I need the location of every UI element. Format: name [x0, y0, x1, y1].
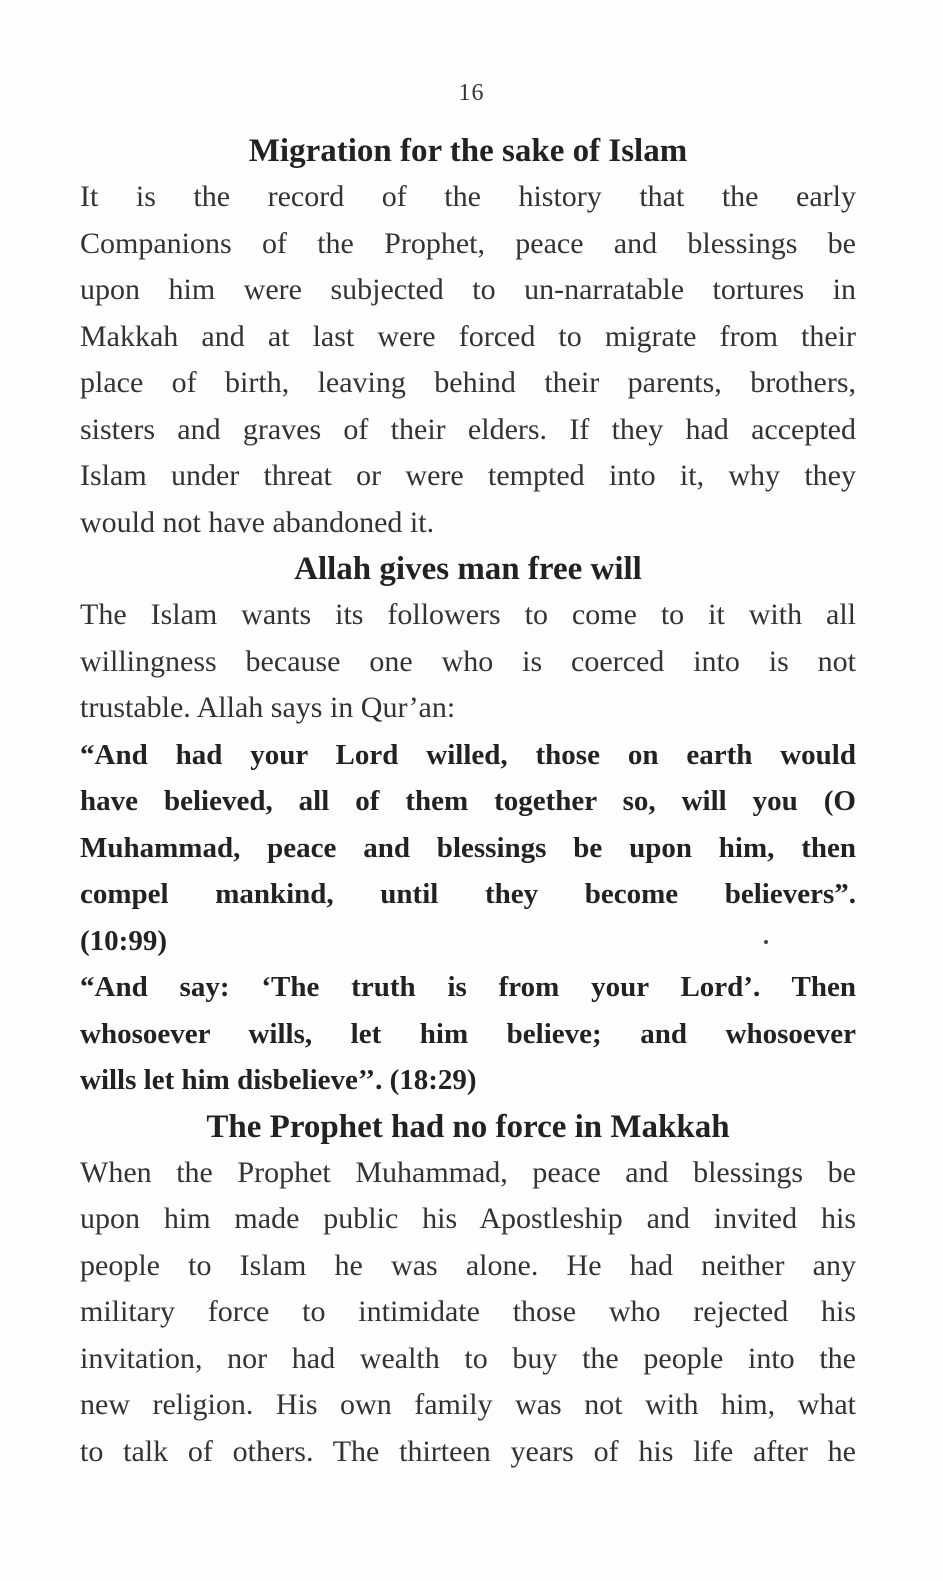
text-line: invitation, nor had wealth to buy the people into the [80, 1341, 856, 1375]
text-line: willingness because one who is coerced into is not [80, 644, 856, 678]
text-line: The Islam wants its followers to come to it with all [80, 598, 856, 631]
paragraph-migration [80, 174, 856, 546]
text-line: trustable. Allah says in Qur’an: [80, 691, 456, 724]
text-line: Companions of the Prophet, peace and blessings be [80, 226, 856, 260]
text-line: would not have abandoned it. [80, 505, 435, 539]
text-line: Islam under threat or were tempted into it, why they [80, 459, 856, 492]
quote-line: “And say: ‘The truth is from your Lord’. Then [80, 971, 856, 1003]
section-heading-migration: Migration for the sake of Islam [248, 133, 688, 169]
paragraph-no-force [80, 1150, 856, 1476]
quote-line: compel mankind, until they become believers”. [80, 878, 856, 910]
text-line: new religion. His own family was not with him, what [80, 1388, 856, 1421]
quote-line: have believed, all of them together so, will you (O [80, 785, 856, 817]
paragraph-free-will [80, 592, 856, 732]
text-line: When the Prophet Muhammad, peace and blessings be [80, 1155, 856, 1189]
quote-line: “And had your Lord willed, those on earth would [80, 738, 856, 771]
section-heading-no-force: The Prophet had no force in Makkah [206, 1108, 730, 1145]
page-number: 16 [458, 80, 485, 106]
quran-quote-10-99 [80, 732, 856, 965]
print-speck [764, 940, 768, 944]
text-line: upon him were subjected to un-narratable tortures in [80, 273, 856, 306]
quote-reference: (10:99) [80, 924, 167, 957]
text-line: people to Islam he was alone. He had neither any [80, 1248, 856, 1282]
text-line: upon him made public his Apostleship and invited his [80, 1202, 856, 1235]
text-line: It is the record of the history that the early [80, 180, 856, 213]
text-line: military force to intimidate those who rejected his [80, 1295, 856, 1328]
text-line: to talk of others. The thirteen years of his life after he [80, 1434, 856, 1468]
quote-line: Muhammad, peace and blessings be upon him, then [80, 831, 856, 864]
quote-line: wills let him disbelieve’’. (18:29) [80, 1064, 477, 1096]
quran-quote-18-29 [80, 964, 856, 1104]
text-line: Makkah and at last were forced to migrate from their [80, 319, 856, 353]
text-line: place of birth, leaving behind their parents, brothers, [80, 366, 856, 399]
section-heading-free-will: Allah gives man free will [294, 551, 642, 587]
quote-line: whosoever wills, let him believe; and whosoever [80, 1017, 856, 1050]
text-line: sisters and graves of their elders. If they had accepted [80, 412, 856, 446]
page-content [80, 128, 856, 1475]
